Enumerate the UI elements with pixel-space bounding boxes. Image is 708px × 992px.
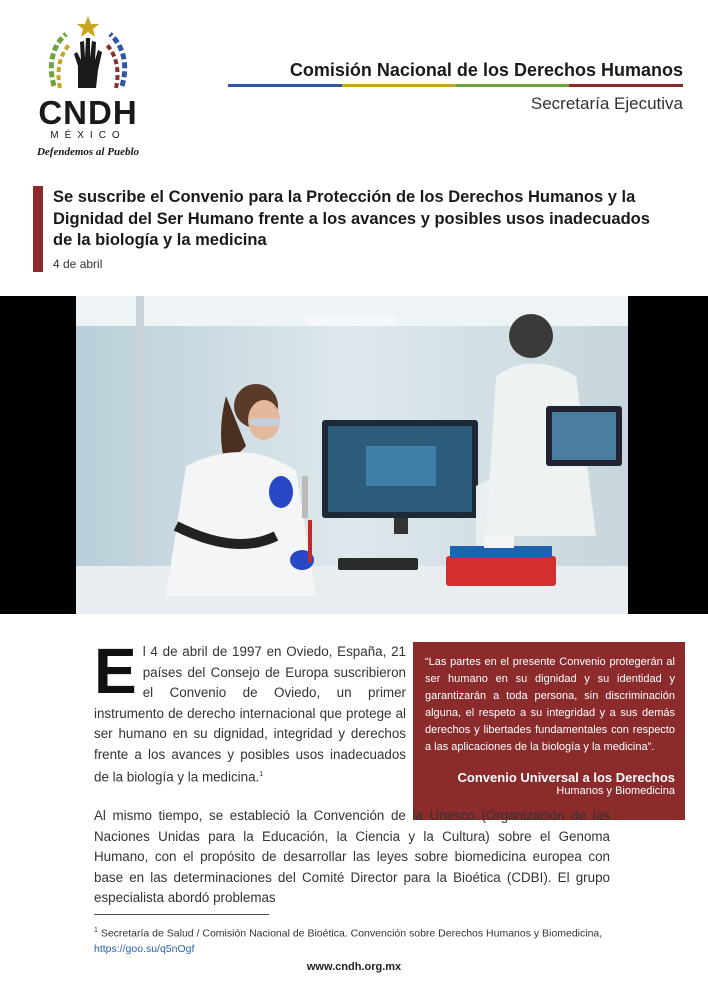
article-date: 4 de abril bbox=[53, 257, 103, 271]
logo-country: MÉXICO bbox=[50, 130, 126, 141]
footnote-divider bbox=[94, 914, 269, 915]
color-segment-green bbox=[456, 84, 570, 87]
quote-box bbox=[413, 642, 685, 820]
lab-photo bbox=[0, 296, 708, 614]
logo-slogan: Defendemos al Pueblo bbox=[36, 146, 140, 158]
organization-subtitle: Secretaría Ejecutiva bbox=[530, 94, 683, 113]
quote-source-title: Convenio Universal a los Derechos bbox=[457, 770, 675, 785]
logo-wordmark: CNDH bbox=[38, 94, 138, 131]
organization-title: Comisión Nacional de los Derechos Humanos bbox=[289, 60, 683, 80]
footnote-text: Secretaría de Salud / Comisión Nacional de Bioética. Convención sobre Derechos Humanos y Biomedicina, bbox=[100, 927, 603, 940]
footnote bbox=[94, 923, 614, 957]
quote-source-subtitle: Humanos y Biomedicina bbox=[556, 785, 675, 797]
paragraph-1-text: l 4 de abril de 1997 en Oviedo, España, 21 países del Consejo de Europa suscribieron el Convenio de Oviedo, un primer instrumento de derecho internacional que protege al ser humano en su dignidad, integridad y derechos frente a los avances y posibles usos inadecuados de la biología y la medicina. bbox=[94, 644, 406, 785]
laboratory-scientists-image bbox=[76, 296, 628, 614]
first-paragraph bbox=[94, 635, 406, 788]
cndh-logo bbox=[28, 14, 148, 164]
footnote-link[interactable]: https://goo.su/q5nOgf bbox=[94, 942, 195, 955]
color-segment-blue bbox=[228, 84, 342, 87]
quote-text: “Las partes en el presente Convenio protegerán al ser humano en su dignidad y su identidad y garantizarán a toda persona, sin discriminación alguna, el respeto a su integridad y a sus demás derechos y libertades fundamentales con respecto a las aplicaciones de la biología y la medicina”. bbox=[425, 656, 675, 753]
color-segment-red bbox=[569, 84, 683, 87]
footer-website: www.cndh.org.mx bbox=[306, 961, 402, 973]
color-segment-gold bbox=[342, 84, 456, 87]
title-accent-bar bbox=[33, 186, 43, 272]
second-paragraph: Al mismo tiempo, se estableció la Convención de la Unesco (Organización de las Naciones Unidas para la Educación, la Ciencia y la Cultura) sobre el Genoma Humano, con el propósito de desarrollar las leyes sobre biomedicina europea con base en las determinaciones del Comité Director para la Bioética (CDBI). El grupo especialista abordó problemas bbox=[94, 808, 610, 905]
raised-hand-emblem-icon bbox=[44, 14, 132, 94]
color-divider bbox=[228, 84, 683, 87]
drop-cap: E bbox=[94, 635, 137, 707]
footnote-marker: 1 bbox=[94, 927, 98, 934]
footnote-ref: 1 bbox=[259, 771, 264, 778]
article-title: Se suscribe el Convenio para la Protección de los Derechos Humanos y la Dignidad del Ser Humano frente a los avances y posibles usos inadecuados de la biología y la medicina bbox=[53, 188, 650, 249]
